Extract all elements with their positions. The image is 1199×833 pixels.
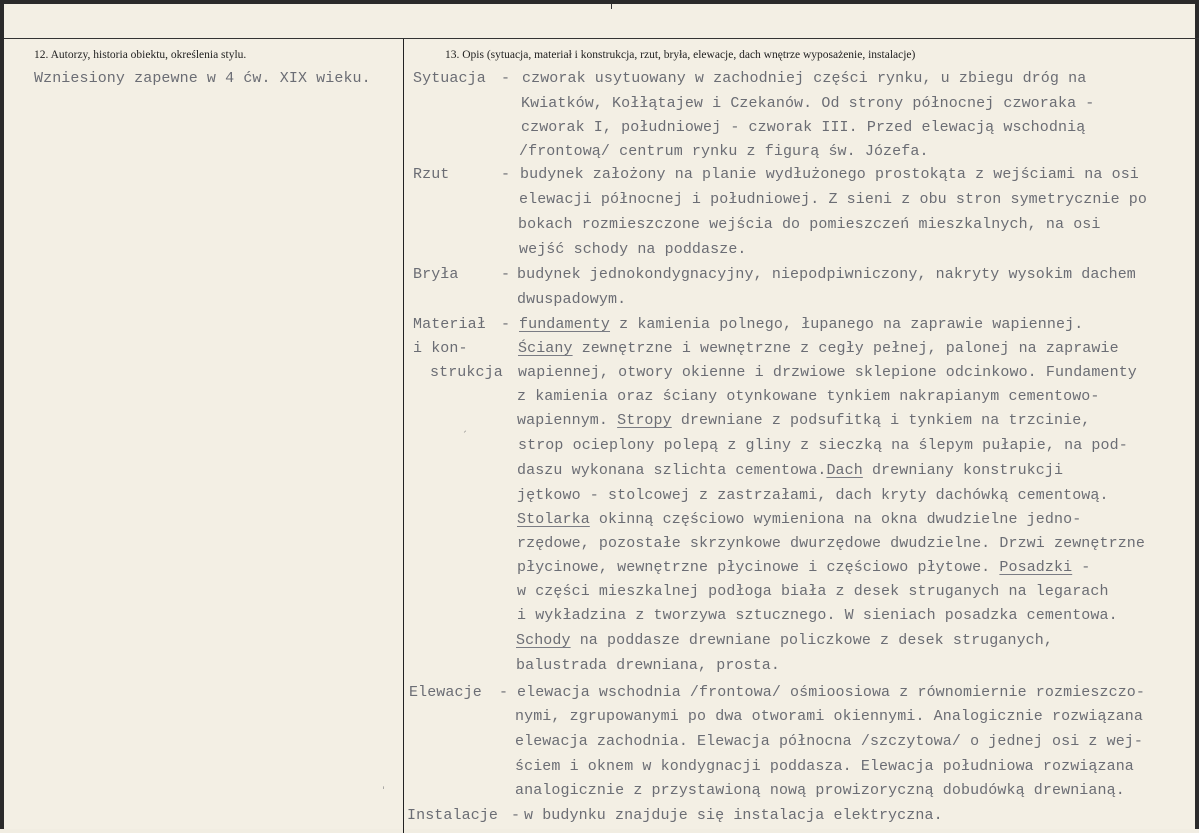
text-line: elewacja zachodnia. Elewacja północna /szczytowa/ o jednej osi z wej-: [515, 733, 1144, 750]
text-line: budynek założony na planie wydłużonego prostokąta z wejściami na osi: [520, 166, 1139, 183]
text-line: Ściany zewnętrzne i wewnętrzne z cegły pełnej, palonej na zaprawie: [518, 340, 1119, 357]
header-rule: [4, 38, 1199, 39]
stray-mark: ˈ: [382, 786, 385, 797]
text-line: w budynku znajduje się instalacja elektryczna.: [524, 807, 943, 824]
text-line: fundamenty z kamienia polnego, łupanego na zaprawie wapiennej.: [519, 316, 1084, 333]
text-line: wejść schody na poddasze.: [519, 241, 747, 258]
text-line: rzędowe, pozostałe skrzynkowe dwurzędowe dwudzielne. Drzwi zewnętrzne: [517, 535, 1146, 552]
dash-rzut: -: [501, 166, 511, 183]
label-material-2: i kon-: [413, 340, 468, 357]
underlined-term: Ściany: [518, 340, 573, 357]
text-line: dwuspadowym.: [517, 291, 627, 308]
text-line: i wykładzina z tworzywa sztucznego. W sieniach posadzka cementowa.: [517, 607, 1118, 624]
text-line: jętkowo - stolcowej z zastrzałami, dach kryty dachówką cementową.: [517, 487, 1109, 504]
dash-elewacje: -: [499, 684, 509, 701]
label-material: Materiał: [413, 316, 486, 333]
underlined-term: Schody: [516, 632, 571, 649]
text-line: w części mieszkalnej podłoga biała z desek struganych na legarach: [517, 583, 1109, 600]
text-line: z kamienia oraz ściany otynkowane tynkiem nakrapianym cementowo-: [517, 388, 1100, 405]
text-line: Schody na poddasze drewniane policzkowe z desek struganych,: [516, 632, 1053, 649]
text-line: balustrada drewniana, prosta.: [516, 657, 780, 674]
text-line: elewacja wschodnia /frontowa/ ośmioosiowa z równomiernie rozmieszczo-: [517, 684, 1146, 701]
text-line: wapiennej, otwory okienne i drzwiowe sklepione odcinkowo. Fundamenty: [518, 364, 1137, 381]
dash-instalacje: -: [511, 807, 521, 824]
text-line: nymi, zgrupowanymi po dwa otworami okiennymi. Analogicznie rozwiązana: [515, 708, 1144, 725]
underlined-term: Posadzki: [999, 559, 1073, 576]
text-line: ściem i oknem w kondygnacji poddasza. Elewacja południowa rozwiązana: [515, 758, 1134, 775]
text-line: budynek jednokondygnacyjny, niepodpiwniczony, nakryty wysokim dachem: [517, 266, 1136, 283]
text-line: czworak usytuowany w zachodniej części rynku, u zbiegu dróg na: [522, 70, 1087, 87]
text-line: czworak I, południowej - czworak III. Przed elewacją wschodnią: [521, 119, 1086, 136]
dash-bryla: -: [501, 266, 511, 283]
dash-sytuacja: -: [501, 70, 511, 87]
label-elewacje: Elewacje: [409, 684, 482, 701]
top-tick-mark: [611, 4, 612, 9]
label-instalacje: Instalacje: [407, 807, 499, 824]
underlined-term: Dach: [826, 462, 863, 479]
text-line: Kwiatków, Kołłątajew i Czekanów. Od strony północnej czworaka -: [521, 95, 1095, 112]
text-line: elewacji północnej i południowej. Z sieni z obu stron symetrycznie po: [519, 191, 1148, 208]
column-divider: [403, 39, 404, 833]
label-material-3: strukcja: [430, 364, 503, 381]
text-line: Stolarka okinną częściowo wymieniona na okna dwudzielne jedno-: [517, 511, 1082, 528]
underlined-term: fundamenty: [519, 316, 611, 333]
dash-material: -: [501, 316, 511, 333]
label-bryla: Bryła: [413, 266, 459, 283]
text-line: /frontową/ centrum rynku z figurą św. Józefa.: [519, 143, 929, 160]
text-line: strop ocieplony polepą z gliny z sieczką na ślepym pułapie, na pod-: [518, 437, 1128, 454]
stray-mark: ˏ: [462, 422, 467, 433]
underlined-term: Stolarka: [517, 511, 590, 528]
column-13-heading: 13. Opis (sytuacja, materiał i konstrukcja, rzut, bryła, elewacje, dach wnętrze wyposażenie, instalacje): [445, 49, 916, 61]
text-line: bokach rozmieszczone wejścia do pomieszczeń mieszkalnych, na osi: [518, 216, 1101, 233]
text-line: płycinowe, wewnętrzne płycinowe i częściowo płytowe. Posadzki -: [517, 559, 1091, 576]
label-sytuacja: Sytuacja: [413, 70, 486, 87]
history-text: Wzniesiony zapewne w 4 ćw. XIX wieku.: [34, 70, 371, 87]
underlined-term: Stropy: [617, 412, 672, 429]
text-line: daszu wykonana szlichta cementowa.Dach drewniany konstrukcji: [517, 462, 1064, 479]
text-line: analogicznie z przystawioną nową prowizoryczną dobudówką drewnianą.: [515, 782, 1125, 799]
label-rzut: Rzut: [413, 166, 450, 183]
text-line: wapiennym. Stropy drewniane z podsufitką i tynkiem na trzcinie,: [517, 412, 1091, 429]
column-12-heading: 12. Autorzy, historia obiektu, określenia stylu.: [34, 49, 247, 61]
